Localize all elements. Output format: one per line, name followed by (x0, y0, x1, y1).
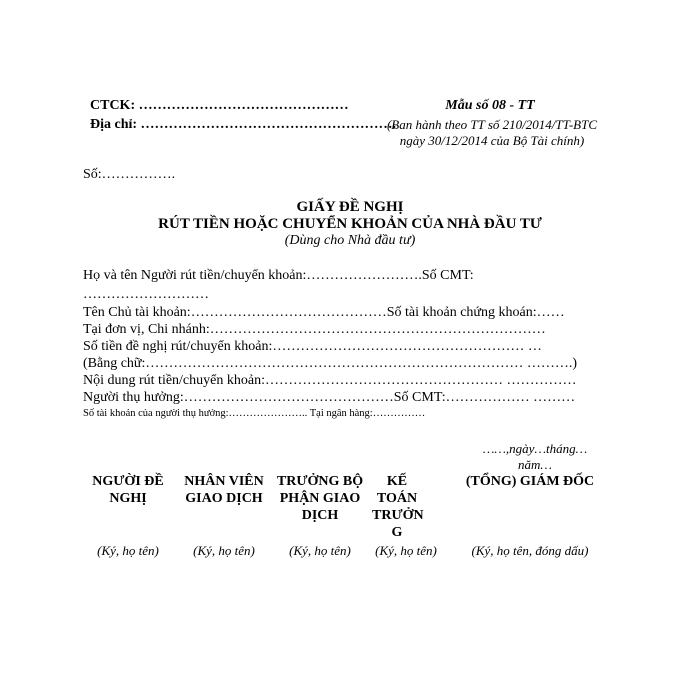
document-number: Số:……………. (83, 167, 176, 182)
signature-title-director: (TỔNG) GIÁM ĐỐC (465, 474, 595, 489)
form-subtitle: RÚT TIỀN HOẶC CHUYỂN KHOẢN CỦA NHÀ ĐẦU TƯ (158, 216, 542, 232)
field-content: Nội dung rút tiền/chuyển khoản:…………………………………………… …………… (83, 373, 577, 388)
field-beneficiary-account: Số tài khoản của người thụ hưởng:………………….. Tại ngân hàng:…………… (83, 408, 426, 419)
issued-by-line-1: (Ban hành theo TT số 210/2014/TT-BTC (386, 117, 598, 132)
signature-note-chief-accountant: (Ký, họ tên) (375, 543, 437, 558)
signature-title-chief-accountant: KẾ TOÁN TRƯỞN G (372, 474, 424, 540)
form-number: Mẫu số 08 - TT (445, 98, 535, 113)
signature-note-transaction-staff: (Ký, họ tên) (193, 543, 255, 558)
signature-note-dept-head: (Ký, họ tên) (289, 543, 351, 558)
field-amount-in-words: (Bằng chữ:……………………………………………………………………… ……….) (83, 356, 578, 371)
field-branch: Tại đơn vị, Chi nhánh:……………………………………………………………… (83, 322, 546, 337)
form-usage-note: (Dùng cho Nhà đầu tư) (284, 233, 416, 248)
ctck-label: CTCK: ……………………………………… (90, 98, 349, 113)
form-title: GIẤY ĐỀ NGHỊ (296, 199, 404, 215)
date-line-1: ……,ngày…tháng… (482, 441, 588, 456)
signature-title-requester: NGƯỜI ĐỀ NGHỊ (92, 474, 164, 506)
signature-note-director: (Ký, họ tên, đóng dấu) (471, 543, 589, 558)
signature-note-requester: (Ký, họ tên) (97, 543, 159, 558)
field-full-name-cont: ……………………… (83, 287, 209, 302)
signature-title-transaction-staff: NHÂN VIÊN GIAO DỊCH (184, 474, 264, 506)
signature-title-dept-head: TRƯỞNG BỘ PHẬN GIAO DỊCH (276, 474, 364, 523)
field-account-holder: Tên Chủ tài khoản:……………………………………Số tài khoản chứng khoán:…… (83, 305, 565, 320)
field-full-name: Họ và tên Người rút tiền/chuyển khoản:…………………….Số CMT: (83, 268, 474, 283)
field-amount: Số tiền đề nghị rút/chuyển khoản:……………………………………………… … (83, 339, 542, 354)
field-beneficiary: Người thụ hưởng:………………………………………Số CMT:……………… ……… (83, 390, 576, 405)
issued-by-line-2: ngày 30/12/2014 của Bộ Tài chính) (399, 133, 585, 148)
address-label: Địa chỉ: ………………………………………………. (90, 117, 397, 132)
date-line-2: năm… (518, 457, 552, 472)
